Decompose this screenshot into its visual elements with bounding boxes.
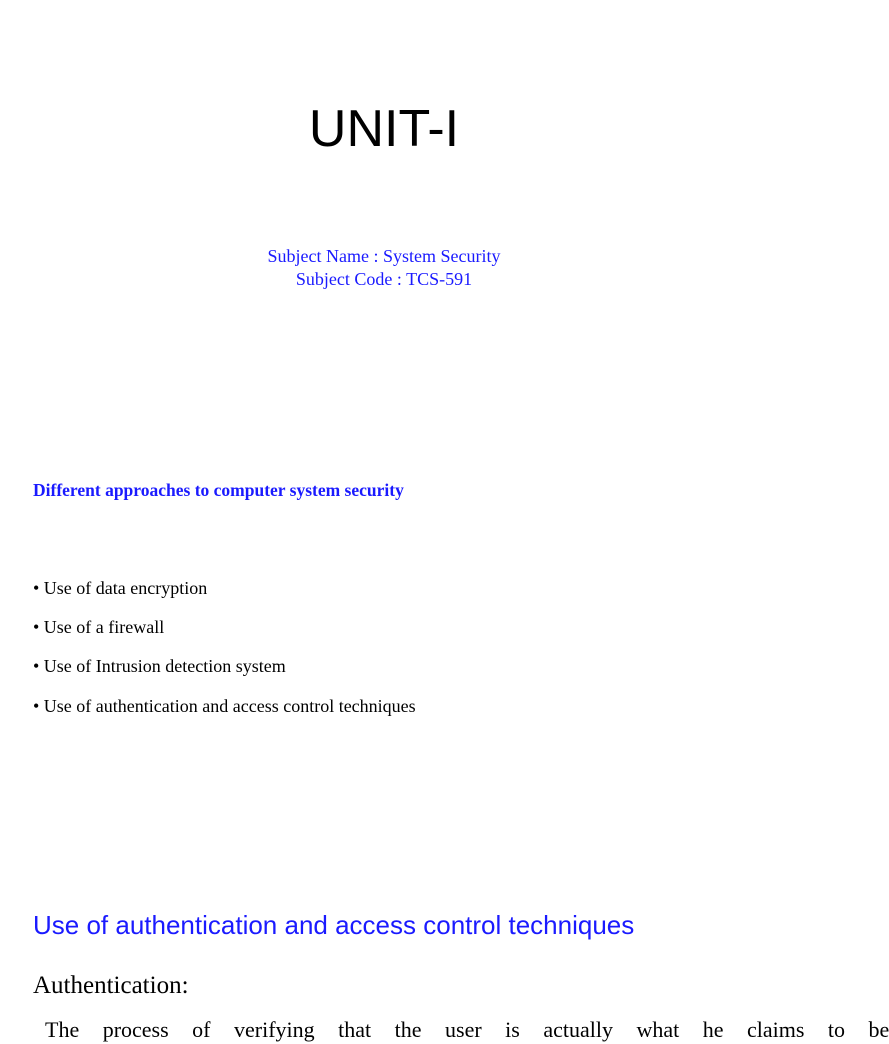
paragraph-text-cutoff: The process of verifying that the user is actually what he claims to be — [45, 1017, 889, 1042]
unit-title: UNIT-I — [308, 100, 460, 158]
section-heading: Use of authentication and access control techniques — [33, 910, 635, 940]
authentication-subheading: Authentication: — [33, 972, 189, 999]
bullet-item: • Use of data encryption — [33, 578, 208, 598]
bullet-item: • Use of authentication and access control techniques — [33, 696, 416, 716]
subject-code: Subject Code : TCS-591 — [295, 269, 473, 289]
bullet-item: • Use of Intrusion detection system — [33, 656, 286, 676]
approaches-heading: Different approaches to computer system security — [33, 480, 404, 500]
subject-name: Subject Name : System Security — [267, 246, 501, 266]
bullet-item: • Use of a firewall — [33, 617, 165, 637]
